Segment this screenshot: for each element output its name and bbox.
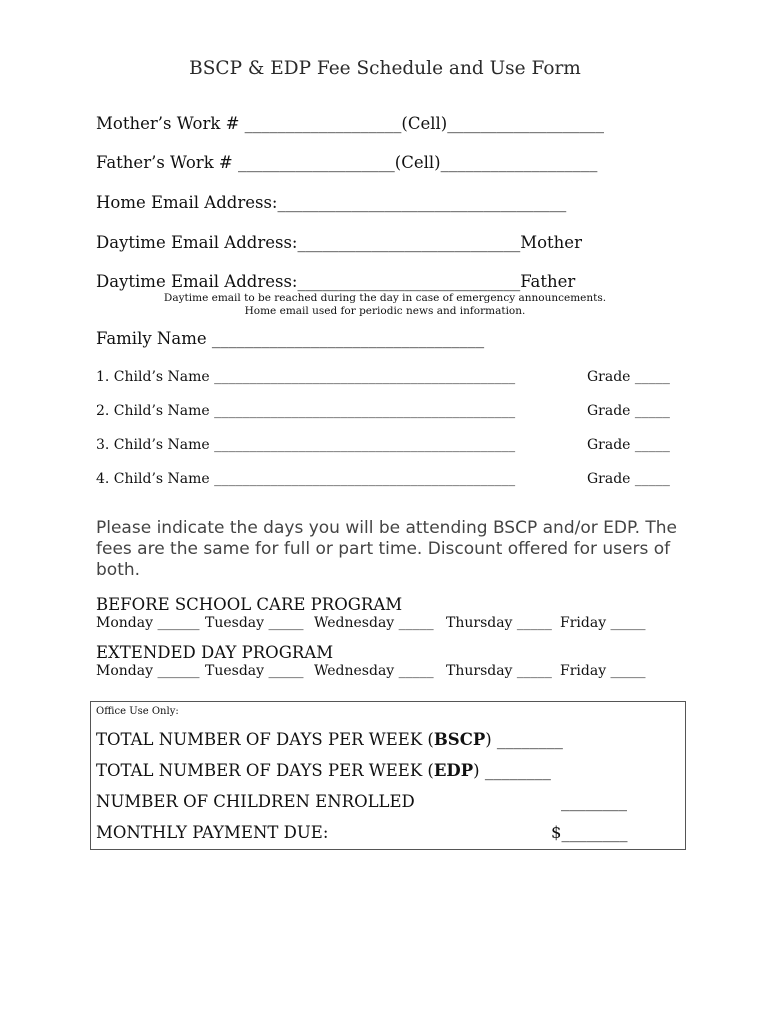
monthly-payment-label: MONTHLY PAYMENT DUE: bbox=[96, 823, 329, 842]
edp-days-total-bold: EDP bbox=[433, 761, 474, 780]
bscp-days-total-line[interactable] bbox=[96, 730, 563, 749]
edp-friday[interactable]: Friday _____ bbox=[560, 663, 646, 679]
children-enrolled-blank[interactable]: ________ bbox=[561, 792, 627, 811]
bscp-days-total-prefix: TOTAL NUMBER OF DAYS PER WEEK ( bbox=[96, 730, 434, 749]
edp-heading: EXTENDED DAY PROGRAM bbox=[96, 643, 334, 662]
family-name-line[interactable]: Family Name _________________________________ bbox=[96, 329, 485, 348]
email-note-1: Daytime email to be reached during the day in case of emergency announcements. bbox=[163, 292, 607, 304]
mother-work-line[interactable]: Mother’s Work # ___________________(Cell)___________________ bbox=[96, 114, 604, 133]
edp-wednesday[interactable]: Wednesday _____ bbox=[314, 663, 434, 679]
office-use-label: Office Use Only: bbox=[96, 706, 179, 717]
edp-days-total-prefix: TOTAL NUMBER OF DAYS PER WEEK ( bbox=[96, 761, 434, 780]
child-grade-line[interactable]: Grade _____ bbox=[587, 437, 670, 453]
bscp-friday[interactable]: Friday _____ bbox=[560, 615, 646, 631]
daytime-email-father-line[interactable]: Daytime Email Address:___________________________Father bbox=[96, 272, 576, 291]
bscp-days-total-suffix: ) ________ bbox=[485, 730, 563, 749]
children-enrolled-label: NUMBER OF CHILDREN ENROLLED bbox=[96, 792, 415, 811]
edp-days-total-line[interactable] bbox=[96, 761, 551, 780]
father-work-line[interactable]: Father’s Work # ___________________(Cell)___________________ bbox=[96, 153, 598, 172]
email-note-2: Home email used for periodic news and information. bbox=[244, 305, 526, 317]
bscp-heading: BEFORE SCHOOL CARE PROGRAM bbox=[96, 595, 403, 614]
edp-monday[interactable]: Monday ______ bbox=[96, 663, 200, 679]
bscp-tuesday[interactable]: Tuesday _____ bbox=[205, 615, 304, 631]
bscp-days-total-bold: BSCP bbox=[433, 730, 486, 749]
edp-thursday[interactable]: Thursday _____ bbox=[446, 663, 552, 679]
page-title: BSCP & EDP Fee Schedule and Use Form bbox=[189, 58, 581, 79]
daytime-email-mother-line[interactable]: Daytime Email Address:___________________________Mother bbox=[96, 233, 582, 252]
edp-days-total-suffix: ) ________ bbox=[473, 761, 551, 780]
child-name-line[interactable]: 3. Child’s Name ___________________________________________ bbox=[96, 437, 516, 453]
bscp-monday[interactable]: Monday ______ bbox=[96, 615, 200, 631]
home-email-line[interactable]: Home Email Address:___________________________________ bbox=[96, 193, 567, 212]
edp-tuesday[interactable]: Tuesday _____ bbox=[205, 663, 304, 679]
child-name-line[interactable]: 2. Child’s Name ___________________________________________ bbox=[96, 403, 516, 419]
child-grade-line[interactable]: Grade _____ bbox=[587, 471, 670, 487]
bscp-thursday[interactable]: Thursday _____ bbox=[446, 615, 552, 631]
child-name-line[interactable]: 1. Child’s Name ___________________________________________ bbox=[96, 369, 516, 385]
child-grade-line[interactable]: Grade _____ bbox=[587, 369, 670, 385]
child-grade-line[interactable]: Grade _____ bbox=[587, 403, 670, 419]
monthly-payment-blank[interactable]: $________ bbox=[551, 823, 628, 842]
attendance-instructions: Please indicate the days you will be attending BSCP and/or EDP. The fees are the same for full or part time. Discount offered for users of both. bbox=[96, 518, 677, 580]
bscp-wednesday[interactable]: Wednesday _____ bbox=[314, 615, 434, 631]
child-name-line[interactable]: 4. Child’s Name ___________________________________________ bbox=[96, 471, 516, 487]
